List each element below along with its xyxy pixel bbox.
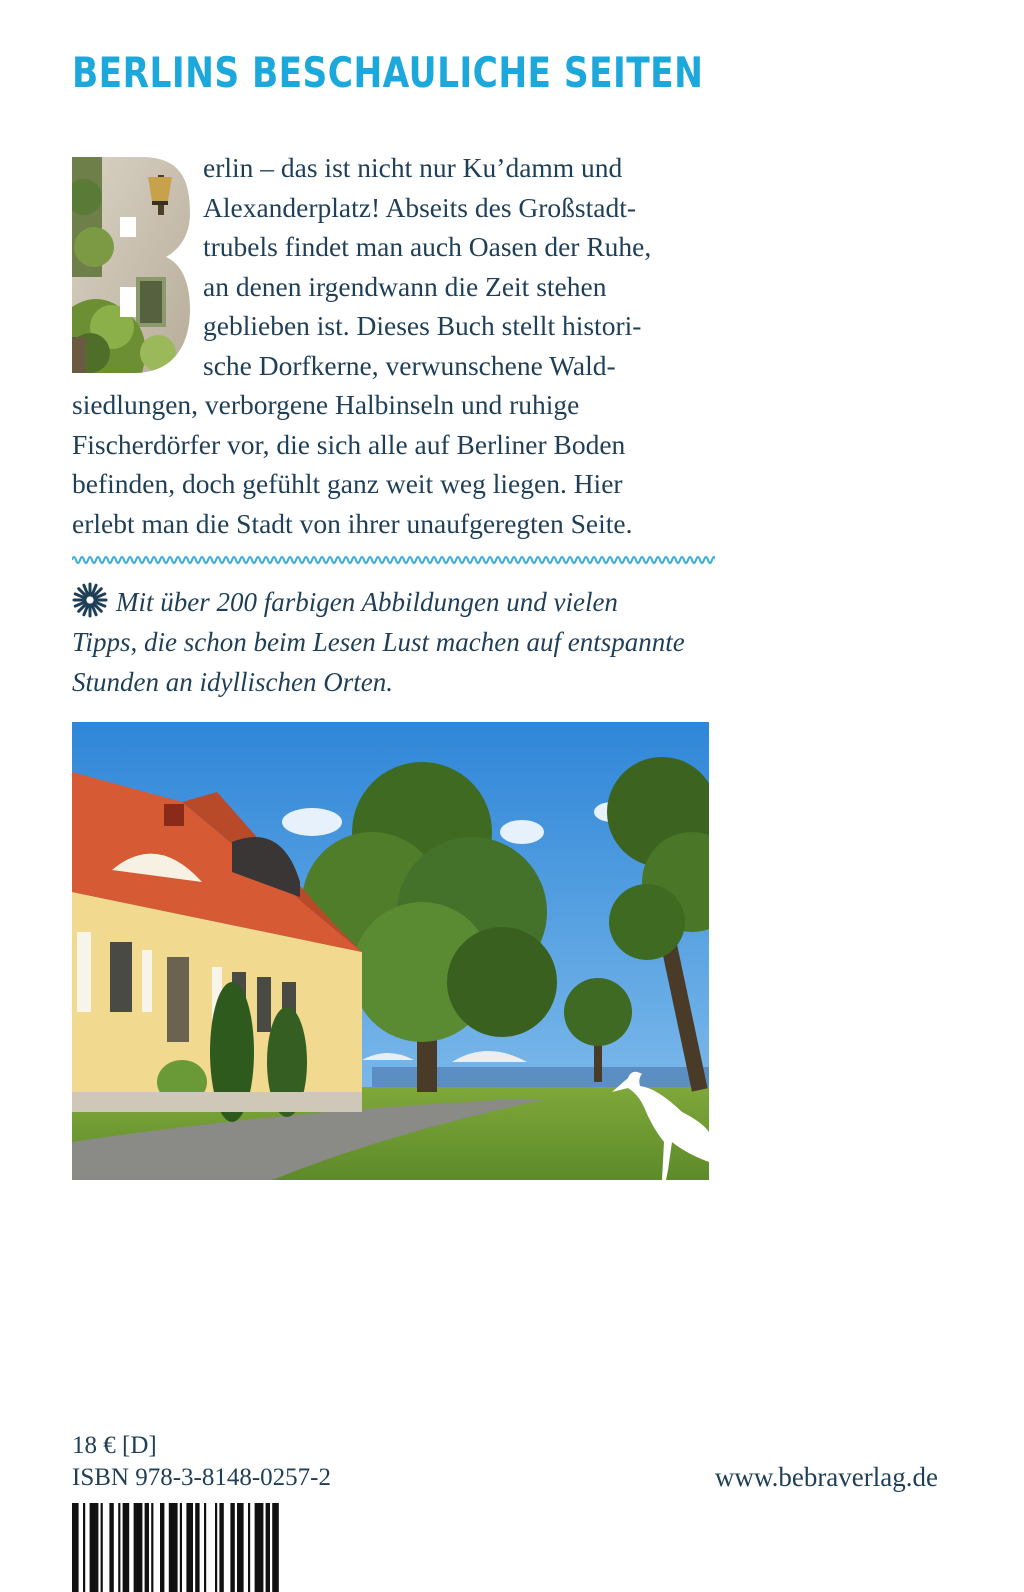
intro-line: geblieben ist. Dieses Buch stellt histori- bbox=[203, 310, 642, 341]
photo-manor-house bbox=[72, 722, 709, 1180]
note-line: Stunden an idyllischen Orten. bbox=[72, 667, 393, 697]
isbn: ISBN 978-3-8148-0257-2 bbox=[72, 1464, 332, 1491]
intro-line: siedlungen, verborgene Halbinseln und ruhige bbox=[72, 389, 580, 420]
intro-line: Alexanderplatz! Abseits des Großstadt- bbox=[203, 191, 637, 223]
feature-note bbox=[72, 582, 732, 702]
intro-line: Fischerdörfer vor, die sich alle auf Berliner Boden bbox=[72, 428, 626, 460]
wave-divider bbox=[72, 553, 715, 567]
note-line: Mit über 200 farbigen Abbildungen und vielen bbox=[116, 587, 618, 617]
price: 18 € [D] bbox=[72, 1432, 157, 1459]
intro-line: erlebt man die Stadt von ihrer unaufgeregten Seite. bbox=[72, 507, 633, 539]
intro-line: trubels findet man auch Oasen der Ruhe, bbox=[203, 231, 652, 262]
intro-line: an denen irgendwann die Zeit stehen bbox=[203, 270, 607, 302]
note-line: Tipps, die schon beim Lesen Lust machen auf entspannte bbox=[72, 627, 685, 657]
headline: BERLINS BESCHAULICHE SEITEN bbox=[72, 48, 704, 97]
publisher-website[interactable]: www.bebraverlag.de bbox=[714, 1462, 938, 1492]
intro-line: befinden, doch gefühlt ganz weit weg liegen. Hier bbox=[72, 468, 623, 499]
barcode bbox=[72, 1503, 352, 1592]
intro-paragraph bbox=[72, 148, 720, 543]
intro-line: erlin – das ist nicht nur Ku’damm und bbox=[203, 152, 623, 183]
intro-line: sche Dorfkerne, verwunschene Wald- bbox=[203, 349, 616, 381]
